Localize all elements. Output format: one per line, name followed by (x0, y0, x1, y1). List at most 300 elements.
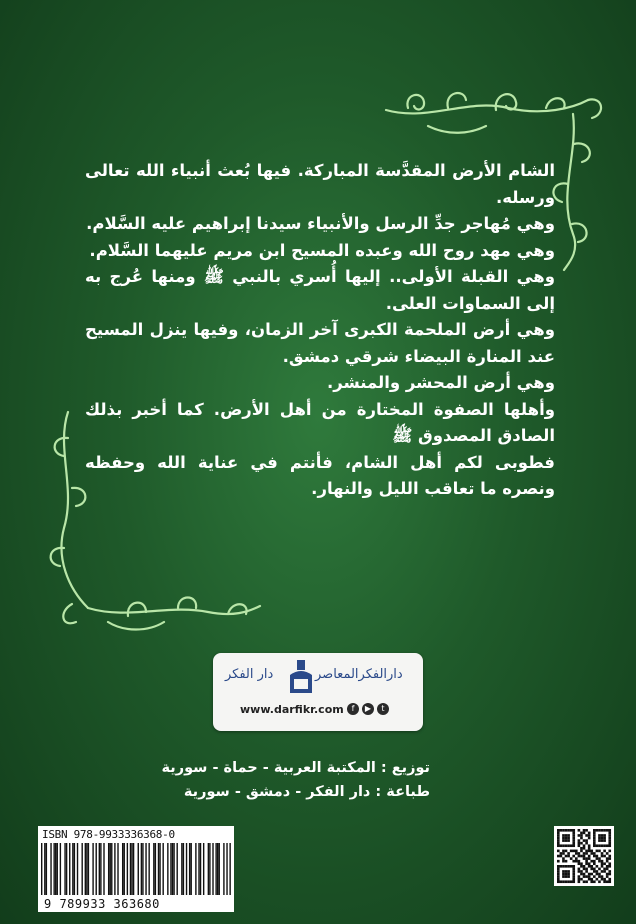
qr-module (583, 852, 586, 855)
distribution-line: توزيع : المكتبة العربية - حماة - سورية (161, 760, 430, 776)
qr-module (585, 875, 588, 878)
barcode-bar (229, 843, 230, 895)
qr-module (565, 839, 568, 842)
qr-module (590, 865, 593, 868)
qr-module (567, 873, 570, 876)
qr-module (575, 860, 578, 863)
qr-module (578, 839, 581, 842)
qr-module (608, 857, 611, 860)
qr-module (603, 829, 606, 832)
qr-module (585, 880, 588, 883)
qr-module (565, 860, 568, 863)
qr-module (585, 870, 588, 873)
qr-module (562, 870, 565, 873)
qr-module (606, 873, 609, 876)
qr-module (578, 878, 581, 881)
qr-module (608, 873, 611, 876)
barcode-bar (159, 843, 160, 895)
qr-module (575, 857, 578, 860)
qr-module (608, 837, 611, 840)
barcode-bar (44, 843, 45, 895)
qr-module (560, 844, 563, 847)
barcode-bar (133, 843, 134, 895)
qr-module (588, 832, 591, 835)
barcode-bar (50, 843, 51, 895)
qr-module (585, 852, 588, 855)
qr-module (578, 880, 581, 883)
qr-module (593, 870, 596, 873)
barcode-bar (72, 843, 73, 895)
qr-module (578, 834, 581, 837)
qr-module (565, 850, 568, 853)
qr-module (567, 855, 570, 858)
qr-module (562, 850, 565, 853)
qr-module (593, 862, 596, 865)
qr-module (608, 839, 611, 842)
barcode-bar (130, 843, 131, 895)
qr-module (570, 857, 573, 860)
qr-module (598, 868, 601, 871)
paragraph-6: وهي أرض المحشر والمنشر. (326, 373, 555, 392)
barcode-bar (108, 843, 109, 895)
qr-module (570, 850, 573, 853)
qr-module (565, 873, 568, 876)
qr-module (608, 865, 611, 868)
barcode-bar (176, 843, 177, 895)
qr-module (601, 837, 604, 840)
barcode-bar (209, 843, 210, 895)
barcode-bar (131, 843, 132, 895)
qr-module (580, 850, 583, 853)
qr-module (606, 829, 609, 832)
isbn-barcode (38, 826, 234, 912)
qr-module (572, 865, 575, 868)
qr-module (596, 865, 599, 868)
qr-module (593, 875, 596, 878)
qr-module (572, 850, 575, 853)
qr-module (570, 880, 573, 883)
qr-module (588, 873, 591, 876)
qr-module (601, 855, 604, 858)
barcode-bar (60, 843, 61, 895)
qr-module (567, 829, 570, 832)
qr-module (565, 834, 568, 837)
qr-module (585, 850, 588, 853)
qr-module (593, 829, 596, 832)
barcode-bar (223, 843, 224, 895)
printing-line: طباعة : دار الفكر - دمشق - سورية (183, 784, 430, 800)
qr-module (572, 832, 575, 835)
qr-module (578, 852, 581, 855)
qr-module (606, 875, 609, 878)
qr-module (588, 844, 591, 847)
qr-module (565, 837, 568, 840)
qr-module (588, 850, 591, 853)
qr-module (562, 852, 565, 855)
qr-module (593, 834, 596, 837)
qr-module (583, 868, 586, 871)
qr-module (560, 880, 563, 883)
qr-module (585, 839, 588, 842)
barcode-bar (183, 843, 184, 895)
qr-module (575, 850, 578, 853)
qr-module (583, 865, 586, 868)
qr-module (557, 868, 560, 871)
qr-module (593, 842, 596, 845)
qr-module (583, 880, 586, 883)
qr-module (598, 834, 601, 837)
qr-module (583, 844, 586, 847)
qr-module (562, 865, 565, 868)
qr-module (572, 837, 575, 840)
qr-module (583, 875, 586, 878)
qr-module (578, 829, 581, 832)
paragraph-8: فطوبى لكم أهل الشام، فأنتم في عناية الله وحفظه ونصره ما تعاقب الليل والنهار. (85, 452, 555, 498)
qr-module (603, 870, 606, 873)
qr-module (567, 839, 570, 842)
qr-module (598, 860, 601, 863)
qr-module (578, 862, 581, 865)
qr-module (557, 832, 560, 835)
barcode-bar (155, 843, 156, 895)
barcode-bar (195, 843, 196, 895)
qr-module (567, 875, 570, 878)
publisher-name-left: دار الفكر (225, 667, 274, 682)
qr-module (578, 855, 581, 858)
qr-module (588, 847, 591, 850)
qr-module (598, 839, 601, 842)
qr-module (590, 868, 593, 871)
qr-module (578, 868, 581, 871)
qr-module (557, 829, 560, 832)
qr-module (603, 868, 606, 871)
barcode-bar (53, 843, 54, 895)
qr-module (608, 880, 611, 883)
qr-module (580, 832, 583, 835)
qr-module (567, 880, 570, 883)
qr-module (580, 837, 583, 840)
barcode-bar (57, 843, 58, 895)
qr-module (608, 870, 611, 873)
qr-module (572, 875, 575, 878)
barcode-bar (172, 843, 173, 895)
qr-module (588, 855, 591, 858)
barcode-bar (55, 843, 56, 895)
qr-module (603, 862, 606, 865)
qr-module (562, 875, 565, 878)
qr-module (601, 878, 604, 881)
qr-module (608, 855, 611, 858)
qr-module (596, 855, 599, 858)
qr-module (608, 862, 611, 865)
qr-module (557, 873, 560, 876)
qr-module (557, 860, 560, 863)
twitter-icon[interactable]: t (377, 703, 389, 715)
qr-module (580, 878, 583, 881)
barcode-bar (81, 843, 82, 895)
qr-module (580, 870, 583, 873)
qr-module (598, 850, 601, 853)
qr-module (562, 829, 565, 832)
qr-module (557, 865, 560, 868)
qr-module (608, 878, 611, 881)
qr-module (606, 880, 609, 883)
qr-module (570, 865, 573, 868)
qr-module (590, 860, 593, 863)
qr-module (580, 834, 583, 837)
qr-module (580, 865, 583, 868)
qr-module (583, 829, 586, 832)
barcode-bar (215, 843, 216, 895)
qr-module (593, 832, 596, 835)
qr-module (557, 842, 560, 845)
barcode-bar (138, 843, 139, 895)
qr-module (593, 837, 596, 840)
barcode-bar (110, 843, 111, 895)
qr-module (557, 880, 560, 883)
qr-module (565, 865, 568, 868)
barcode-bars (41, 843, 231, 895)
qr-module (593, 880, 596, 883)
qr-module (572, 880, 575, 883)
qr-module (588, 834, 591, 837)
barcode-bar (46, 843, 47, 895)
qr-module (567, 844, 570, 847)
barcode-bar (162, 843, 163, 895)
qr-module (608, 832, 611, 835)
qr-module (603, 839, 606, 842)
qr-module (588, 865, 591, 868)
qr-module (588, 857, 591, 860)
qr-module (578, 860, 581, 863)
qr-module (585, 834, 588, 837)
barcode-bar (145, 843, 146, 895)
qr-module (562, 834, 565, 837)
barcode-bar (148, 843, 149, 895)
barcode-bar (100, 843, 101, 895)
barcode-bar (191, 843, 192, 895)
barcode-bar (66, 843, 67, 895)
qr-module (567, 837, 570, 840)
qr-module (606, 844, 609, 847)
qr-module (601, 875, 604, 878)
qr-module (585, 868, 588, 871)
qr-module (562, 837, 565, 840)
qr-module (596, 829, 599, 832)
qr-module (567, 852, 570, 855)
qr-module (598, 844, 601, 847)
qr-module (557, 855, 560, 858)
barcode-bar (64, 843, 65, 895)
qr-module (562, 844, 565, 847)
barcode-bar (203, 843, 204, 895)
qr-module (608, 829, 611, 832)
qr-module (560, 852, 563, 855)
qr-module (572, 829, 575, 832)
qr-module (606, 865, 609, 868)
paragraph-2: وهي مُهاجر جدِّ الرسل والأنبياء سيدنا إبراهيم عليه السَّلام. (86, 214, 555, 233)
qr-module (606, 860, 609, 863)
qr-module (562, 873, 565, 876)
qr-module (562, 860, 565, 863)
qr-module (560, 855, 563, 858)
barcode-bar (217, 843, 218, 895)
barcode-bar (77, 843, 78, 895)
paragraph-4: وهي القبلة الأولى.. إليها أُسري بالنبي ﷺ ومنها عُرج به إلى السماوات العلى. (85, 267, 555, 313)
qr-module (601, 852, 604, 855)
qr-module (572, 855, 575, 858)
barcode-bar (141, 843, 142, 895)
qr-module (560, 865, 563, 868)
qr-module (598, 857, 601, 860)
barcode-bar (69, 843, 70, 895)
qr-module (585, 842, 588, 845)
barcode-bar (186, 843, 187, 895)
qr-module (583, 839, 586, 842)
barcode-bar (226, 843, 227, 895)
qr-module (557, 834, 560, 837)
qr-code (554, 826, 614, 886)
qr-module (560, 829, 563, 832)
qr-module (567, 865, 570, 868)
barcode-bar (198, 843, 199, 895)
barcode-bar (142, 843, 143, 895)
barcode-bar (41, 843, 42, 895)
qr-module (593, 852, 596, 855)
qr-module (588, 837, 591, 840)
barcode-bar (167, 843, 168, 895)
qr-module (572, 834, 575, 837)
qr-module (562, 857, 565, 860)
qr-module (598, 873, 601, 876)
qr-module (601, 839, 604, 842)
qr-module (590, 873, 593, 876)
qr-module (583, 857, 586, 860)
qr-module (603, 880, 606, 883)
qr-module (572, 844, 575, 847)
qr-module (565, 875, 568, 878)
barcode-bar (208, 843, 209, 895)
publisher-website[interactable]: www.darfikr.com (240, 703, 344, 716)
qr-module (578, 842, 581, 845)
qr-module (557, 850, 560, 853)
qr-module (557, 875, 560, 878)
barcode-bar (158, 843, 159, 895)
qr-module (572, 860, 575, 863)
publisher-logo-icon (288, 659, 314, 699)
qr-module (608, 850, 611, 853)
qr-module (590, 880, 593, 883)
qr-module (585, 829, 588, 832)
qr-module (603, 844, 606, 847)
qr-module (572, 839, 575, 842)
barcode-bar (117, 843, 118, 895)
qr-module (557, 837, 560, 840)
barcode-bar (189, 843, 190, 895)
qr-module (585, 860, 588, 863)
qr-module (606, 852, 609, 855)
qr-module (583, 873, 586, 876)
qr-module (588, 875, 591, 878)
qr-module (557, 870, 560, 873)
youtube-icon[interactable]: ▶ (362, 703, 374, 715)
qr-module (565, 870, 568, 873)
qr-module (588, 862, 591, 865)
barcode-bar (127, 843, 128, 895)
barcode-bar (219, 843, 220, 895)
barcode-bar (124, 843, 125, 895)
qr-module (583, 847, 586, 850)
qr-module (588, 878, 591, 881)
qr-module (570, 829, 573, 832)
qr-module (593, 860, 596, 863)
qr-module (598, 837, 601, 840)
qr-module (580, 855, 583, 858)
qr-module (593, 844, 596, 847)
qr-module (572, 870, 575, 873)
barcode-bar (99, 843, 100, 895)
barcode-bar (88, 843, 89, 895)
qr-module (603, 850, 606, 853)
qr-module (580, 873, 583, 876)
qr-module (603, 878, 606, 881)
barcode-bar (200, 843, 201, 895)
paragraph-5: وهي أرض الملحمة الكبرى آخر الزمان، وفيها ينزل المسيح عند المنارة البيضاء شرقي دمشق. (85, 320, 555, 366)
qr-code-modules (554, 826, 614, 886)
barcode-bar (103, 843, 104, 895)
qr-module (608, 842, 611, 845)
barcode-bar (153, 843, 154, 895)
qr-module (603, 837, 606, 840)
qr-module (598, 880, 601, 883)
qr-module (596, 870, 599, 873)
qr-module (572, 842, 575, 845)
barcode-bar (181, 843, 182, 895)
qr-module (557, 839, 560, 842)
qr-module (585, 862, 588, 865)
barcode-digits: 9 789933 363680 (44, 897, 160, 911)
qr-module (557, 878, 560, 881)
barcode-bar (85, 843, 86, 895)
qr-module (580, 847, 583, 850)
qr-module (601, 829, 604, 832)
facebook-icon[interactable]: f (347, 703, 359, 715)
qr-module (578, 844, 581, 847)
barcode-bar (111, 843, 112, 895)
qr-module (601, 860, 604, 863)
qr-module (590, 852, 593, 855)
qr-module (567, 870, 570, 873)
barcode-bar (173, 843, 174, 895)
barcode-bar (114, 843, 115, 895)
qr-module (606, 857, 609, 860)
paragraph-7: وأهلها الصفوة المختارة من أهل الأرض. كما أخبر بذلك الصادق المصدوق ﷺ (85, 399, 555, 445)
qr-module (565, 844, 568, 847)
paragraph-3: وهي مهد روح الله وعبده المسيح ابن مريم عليهما السَّلام. (89, 240, 555, 260)
qr-module (590, 850, 593, 853)
qr-module (565, 880, 568, 883)
qr-module (601, 834, 604, 837)
qr-module (608, 834, 611, 837)
qr-module (565, 829, 568, 832)
qr-module (593, 868, 596, 871)
qr-module (562, 880, 565, 883)
qr-module (603, 834, 606, 837)
qr-module (590, 878, 593, 881)
qr-module (580, 842, 583, 845)
qr-module (565, 855, 568, 858)
qr-module (557, 844, 560, 847)
